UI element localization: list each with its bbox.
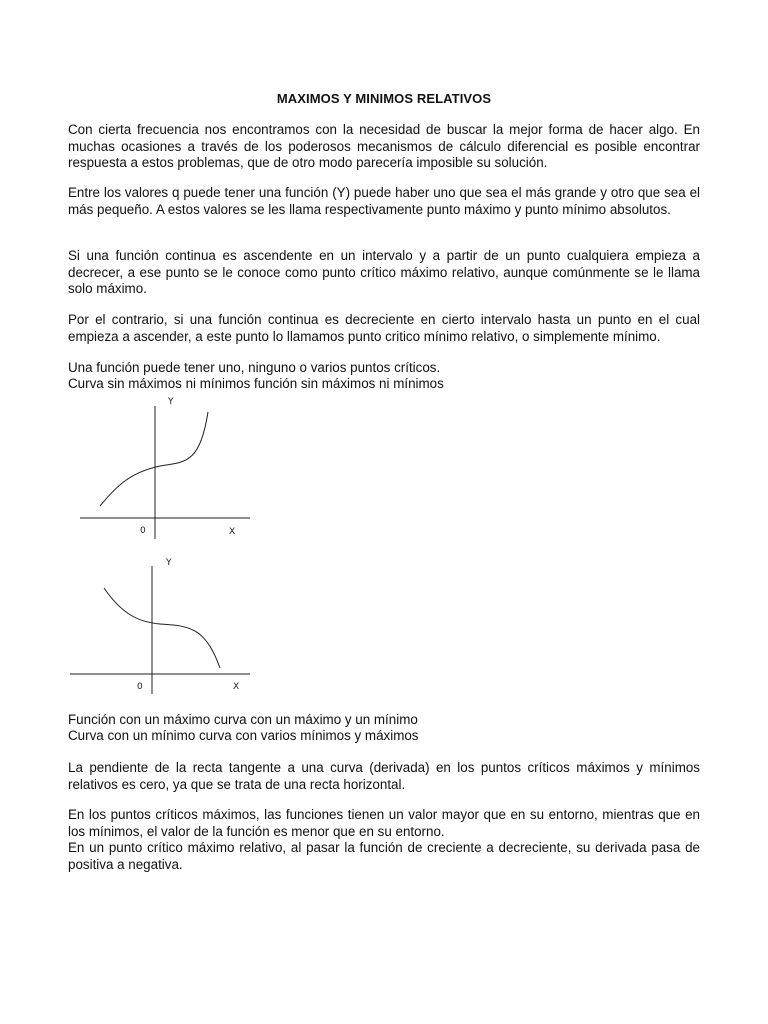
graph-increasing-curve (60, 394, 260, 544)
paragraph-intro: Con cierta frecuencia nos encontramos con la necesidad de buscar la mejor forma de hacer algo. En muchas ocasiones a través de los poderosos mecanismos de cálculo diferencial es posible encontrar respuesta a estos problemas, que de otro modo parecería imposible su solución. (68, 122, 700, 170)
caption-line-minimum: Curva con un mínimo curva con varios mínimos y máximos (68, 728, 419, 743)
paragraph-tangent-slope: La pendiente de la recta tangente a una curva (derivada) en los puntos críticos máximos y mínimos relativos es cero, ya que se trata de una recta horizontal. (68, 760, 700, 792)
curve-description-line: Curva sin máximos ni mínimos función sin máximos ni mínimos (68, 376, 444, 391)
paragraph-derivative-sign: En un punto crítico máximo relativo, al pasar la función de creciente a decreciente, su derivada pasa de positiva a negativa. (68, 840, 700, 872)
graph-2-x-label: X (233, 682, 240, 692)
graph-2-y-label: Y (166, 558, 172, 568)
graph-2-curve (104, 588, 220, 668)
paragraph-critical-values: En los puntos críticos máximos, las funciones tienen un valor mayor que en su entorno, mientras que en los mínimos, el valor de la función es menor que en su entorno. (68, 807, 700, 839)
paragraph-absolute-values: Entre los valores q puede tener una función (Y) puede haber uno que sea el más grande y otro que sea el más pequeño. A estos valores se les llama respectivamente punto máximo y punto mínimo absolutos. (68, 185, 700, 217)
caption-line-maximum: Función con un máximo curva con un máximo y un mínimo (68, 712, 418, 727)
page-title: MAXIMOS Y MINIMOS RELATIVOS (276, 91, 492, 106)
critical-points-line: Una función puede tener uno, ninguno o varios puntos críticos. (68, 360, 441, 375)
graph-1-y-label: Y (168, 397, 174, 407)
graph-1-x-label: X (229, 527, 236, 537)
graph-2-origin-label: 0 (137, 682, 143, 692)
graph-1-curve (100, 412, 208, 506)
graph-decreasing-curve (60, 556, 260, 696)
paragraph-relative-minimum: Por el contrario, si una función continua es decreciente en cierto intervalo hasta un punto en el cual empieza a ascender, a este punto lo llamamos punto critico mínimo relativo, o simplemente mínimo. (68, 312, 700, 344)
paragraph-relative-maximum: Si una función continua es ascendente en un intervalo y a partir de un punto cualquiera empieza a decrecer, a ese punto se le conoce como punto crítico máximo relativo, aunque comúnmente se le llama solo máximo. (68, 248, 700, 296)
graph-1-origin-label: 0 (140, 526, 146, 536)
